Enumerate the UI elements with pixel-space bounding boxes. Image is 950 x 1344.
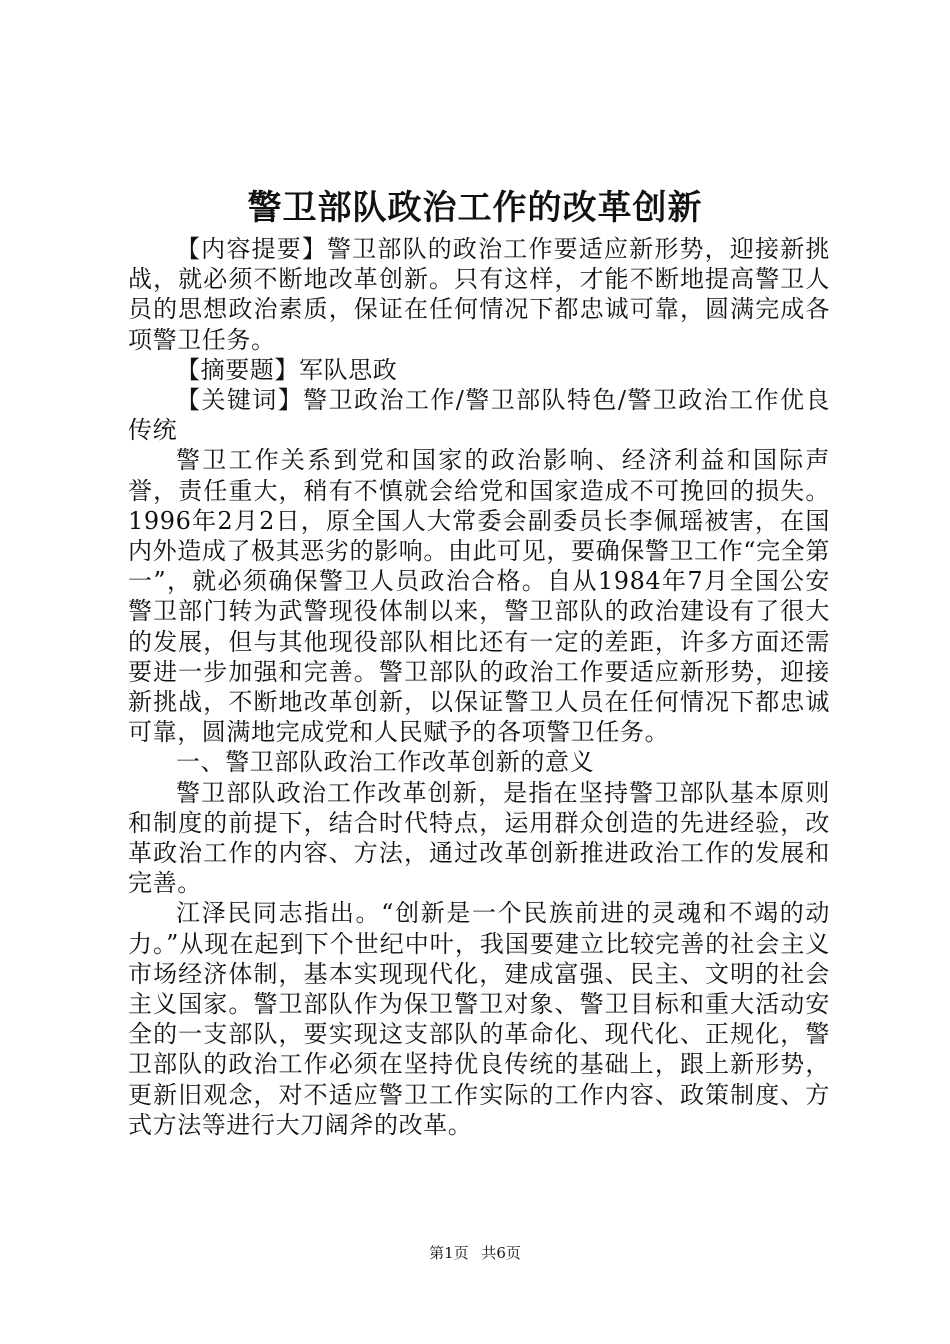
page-footer [0,1243,950,1263]
document-title: 警卫部队政治工作的改革创新 [247,188,703,228]
body-paragraph: 警卫工作关系到党和国家的政治影响、经济利益和国际声誉，责任重大，稍有不慎就会给党和国家造成不可挽回的损失。1996年2月2日，原全国人大常委会副委员长李佩瑶被害，在国内外造成了极其恶劣的影响。由此可见，要确保警卫工作“完全第一”，就必须确保警卫人员政治合格。自从1984年7月全国公安警卫部门转为武警现役体制以来，警卫部队的政治建设有了很大的发展，但与其他现役部队相比还有一定的差距，许多方面还需要进一步加强和完善。警卫部队的政治工作要适应新形势，迎接新挑战，不断地改革创新，以保证警卫人员在任何情况下都忠诚可靠，圆满地完成党和人民赋予的各项警卫任务。 [128,446,830,747]
summary-topic-paragraph: 【摘要题】军队思政 [176,355,398,384]
body-paragraph: 警卫部队政治工作改革创新，是指在坚持警卫部队基本原则和制度的前提下，结合时代特点，运用群众创造的先进经验，改革政治工作的内容、方法，通过改革创新推进政治工作的发展和完善。 [128,778,830,898]
keywords-paragraph: 【关键词】警卫政治工作/警卫部队特色/警卫政治工作优良传统 [128,386,830,445]
page-total: 共6页 [481,1244,521,1262]
document-body [128,234,830,1140]
page-number: 第1页 [429,1244,469,1262]
body-paragraph: 江泽民同志指出。“创新是一个民族前进的灵魂和不竭的动力。”从现在起到下个世纪中叶，我国要建立比较完善的社会主义市场经济体制，基本实现现代化，建成富强、民主、文明的社会主义国家。警卫部队作为保卫警卫对象、警卫目标和重大活动安全的一支部队，要实现这支部队的革命化、现代化、正规化，警卫部队的政治工作必须在坚持优良传统的基础上，跟上新形势，更新旧观念，对不适应警卫工作实际的工作内容、政策制度、方式方法等进行大刀阔斧的改革。 [128,899,830,1139]
section-heading: 一、警卫部队政治工作改革创新的意义 [176,748,595,777]
abstract-paragraph: 【内容提要】警卫部队的政治工作要适应新形势，迎接新挑战，就必须不断地改革创新。只有这样，才能不断地提高警卫人员的思想政治素质，保证在任何情况下都忠诚可靠，圆满完成各项警卫任务。 [128,235,830,354]
